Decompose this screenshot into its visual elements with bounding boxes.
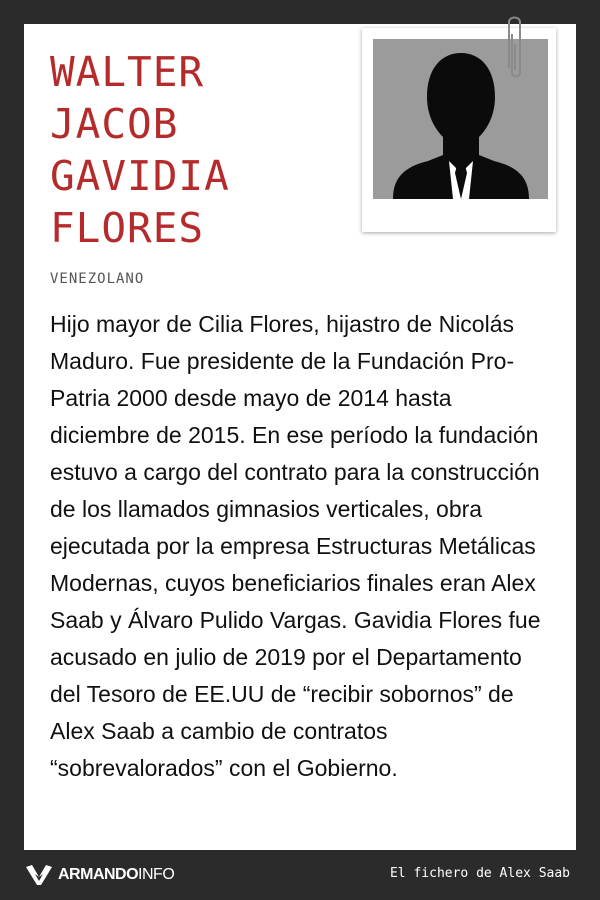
- name-line: WALTER: [50, 48, 205, 96]
- series-title: El fichero de Alex Saab: [389, 866, 570, 881]
- name-line: FLORES: [50, 204, 205, 252]
- logo-text: [58, 866, 174, 884]
- photo-frame: [362, 28, 556, 232]
- name-line: GAVIDIA: [50, 152, 230, 200]
- logo-text-bold: ARMANDO: [58, 866, 139, 883]
- armandoinfo-logo[interactable]: [24, 863, 174, 887]
- nationality-label: VENEZOLANO: [50, 271, 145, 287]
- paperclip-icon: [505, 14, 527, 84]
- name-line: JACOB: [50, 100, 179, 148]
- person-name: [50, 46, 230, 254]
- armandoinfo-logo-icon: [24, 863, 54, 887]
- logo-text-light: INFO: [138, 866, 175, 883]
- profile-card: [24, 24, 576, 850]
- biography-text: Hijo mayor de Cilia Flores, hijastro de Nicolás Maduro. Fue presidente de la Fundación Pro-Patria 2000 desde mayo de 2014 hasta diciembre de 2015. En ese período la fundación estuvo a cargo del contrato para la construcción de los llamados gimnasios verticales, obra ejecutada por la empresa Estructuras Metálicas Modernas, cuyos beneficiarios finales eran Alex Saab y Álvaro Pulido Vargas. Gavidia Flores fue acusado en julio de 2019 por el Departamento del Tesoro de EE.UU de “recibir sobornos” de Alex Saab a cambio de contratos “sobrevalorados” con el Gobierno.: [50, 311, 541, 781]
- footer-bar: [0, 850, 600, 900]
